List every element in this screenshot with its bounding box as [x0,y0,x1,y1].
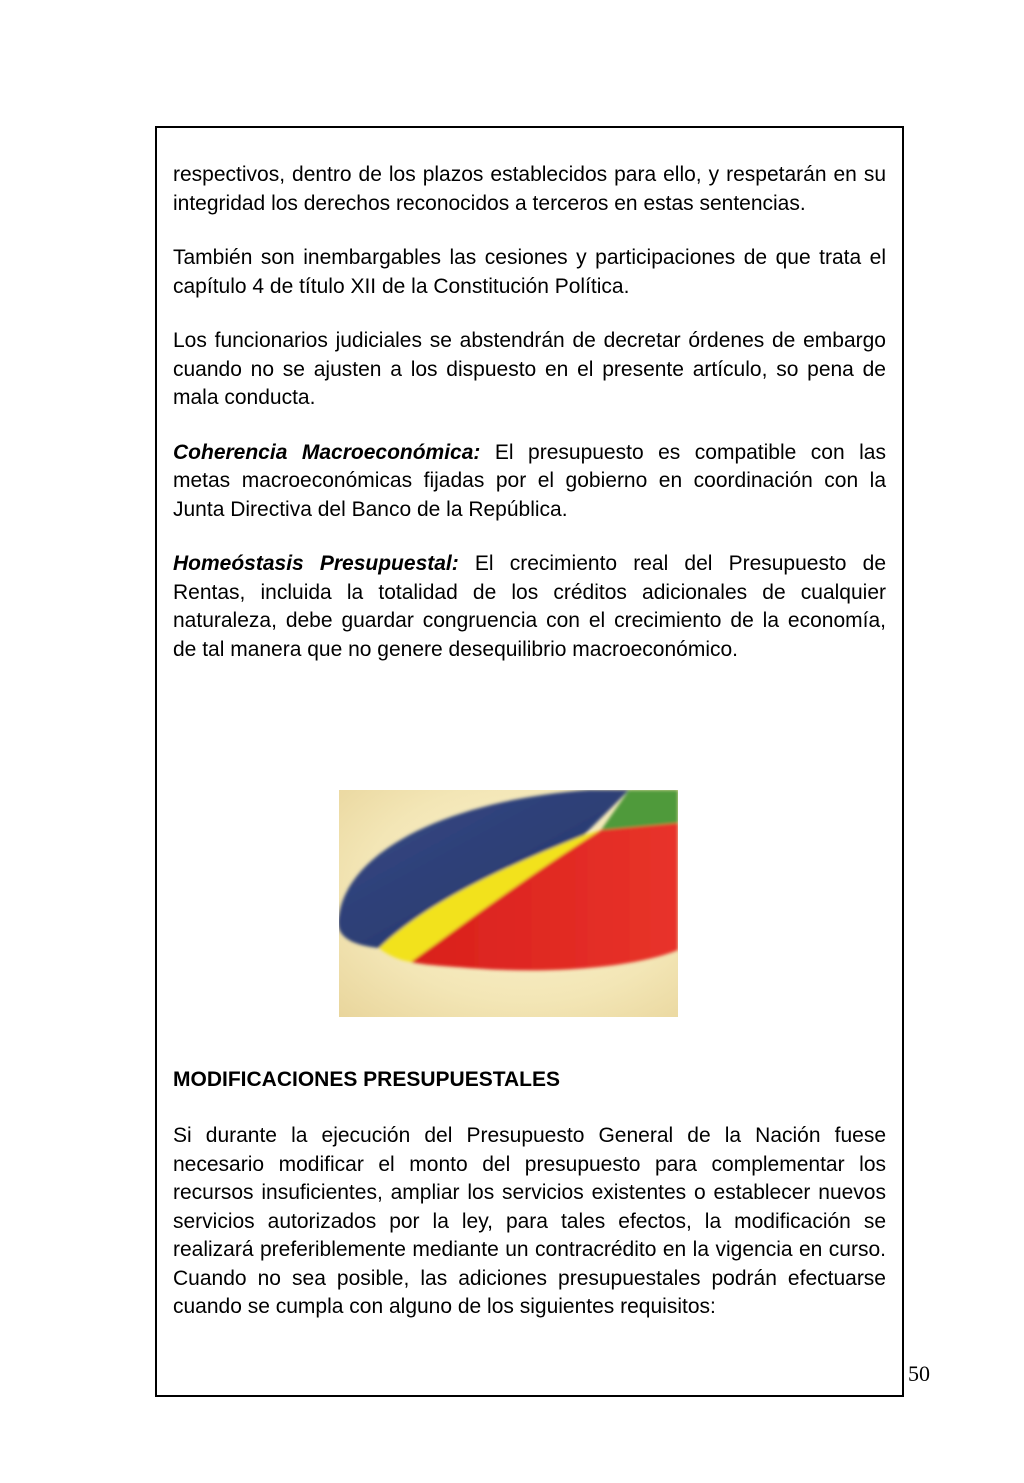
page-number: 50 [908,1361,930,1386]
pie-chart-photo-svg [339,790,678,1017]
text-coherencia: El presupuesto es compatible con las metas macroeconómicas fijadas por el gobierno en coordinación con la Junta Directiva del Banco de la República. [173,440,886,521]
paragraph-coherencia [173,439,886,525]
pie-chart-photo [339,790,678,1017]
paragraph-respectivos: respectivos, dentro de los plazos establecidos para ello, y respetarán en su integridad los derechos reconocidos a terceros en estas sentencias. [173,163,886,215]
paragraph-homeostasis [173,550,886,664]
body-text [173,161,886,664]
text-homeostasis: El crecimiento real del Presupuesto de Rentas, incluida la totalidad de los créditos adicionales de cualquier naturaleza, debe guardar congruencia con el crecimiento de la economía, de tal manera que no genere desequilibrio macroeconómico. [173,552,886,661]
section-body [173,1122,886,1322]
paragraph-funcionarios: Los funcionarios judiciales se abstendrán de decretar órdenes de embargo cuando no se ajusten a los dispuesto en el presente artículo, so pena de mala conducta. [173,329,886,409]
paragraph-inembargables: También son inembargables las cesiones y participaciones de que trata el capítulo 4 de título XII de la Constitución Política. [173,246,886,298]
term-homeostasis: Homeóstasis Presupuestal: [173,552,459,575]
section-title: MODIFICACIONES PRESUPUESTALES [173,1068,560,1091]
term-coherencia: Coherencia Macroeconómica: [173,440,481,464]
paragraph-modificaciones: Si durante la ejecución del Presupuesto General de la Nación fuese necesario modificar el monto del presupuesto para complementar los recursos insuficientes, ampliar los servicios existentes o establecer nuevos servicios autorizados por la ley, para tales efectos, la modificación se realizará preferiblemente mediante un contracrédito en la vigencia en curso. Cuando no sea posible, las adiciones presupuestales podrán efectuarse cuando se cumpla con alguno de los siguientes requisitos: [173,1124,886,1318]
